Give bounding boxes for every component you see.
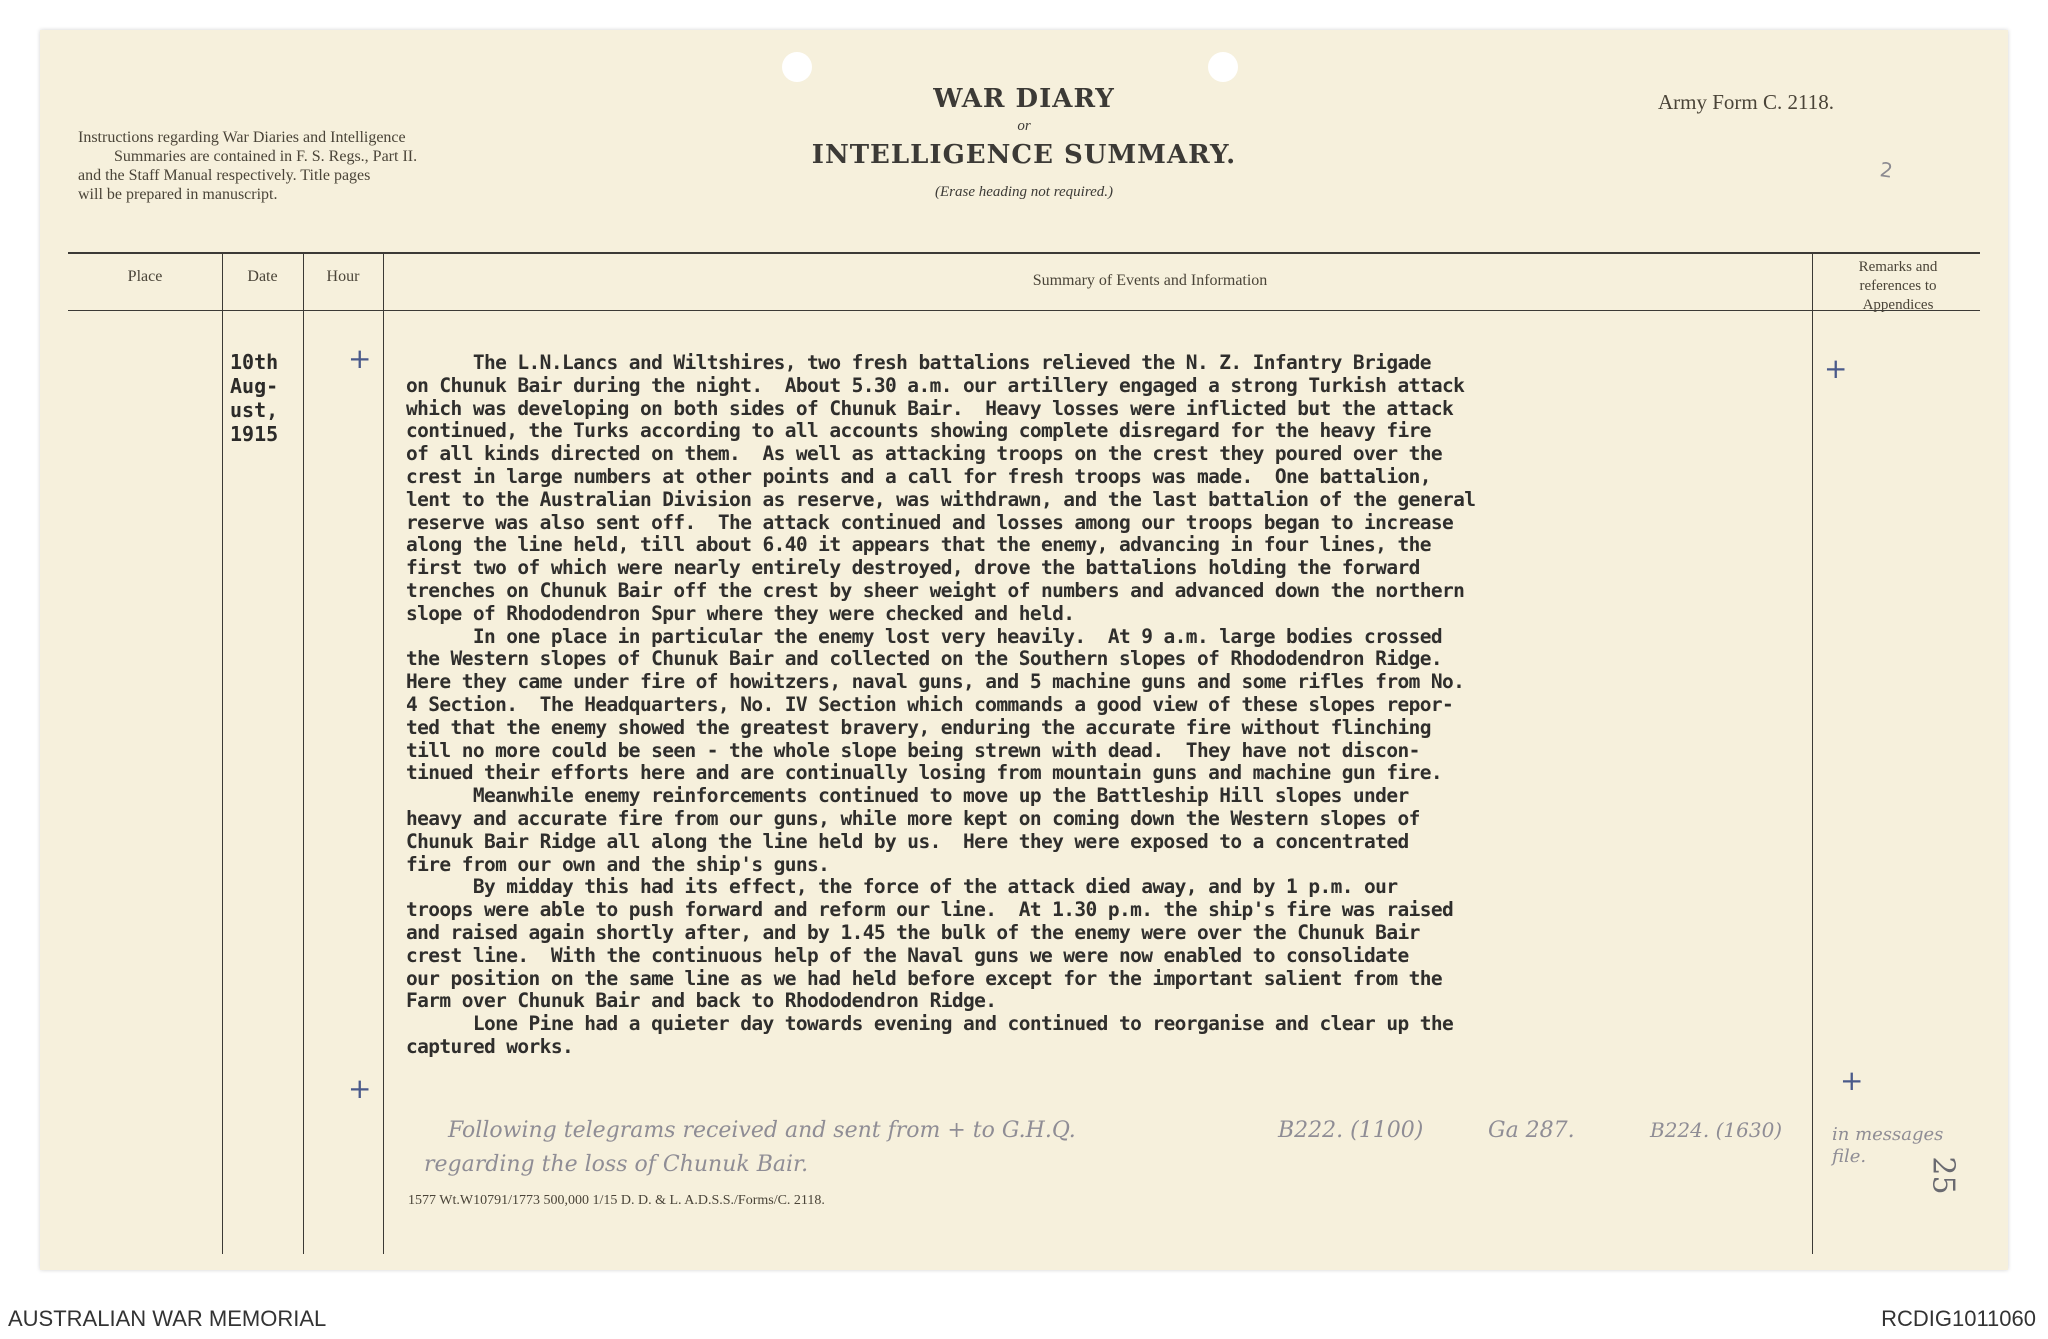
army-form-label: Army Form C. 2118. [1658,90,1834,114]
summary-line: reserve was also sent off. The attack continued and losses among our troops began to increase [406,510,1454,534]
header-summary: Summary of Events and Information [1032,272,1268,289]
summary-line: Lone Pine had a quieter day towards evening and continued to reorganise and clear up the [406,1012,1454,1036]
summary-line: captured works. [406,1034,574,1058]
summary-line: Here they came under fire of howitzers, naval guns, and 5 machine guns and some rifles from No. [406,670,1465,694]
summary-line: heavy and accurate fire from our guns, while more kept on coming down the Western slopes of [406,806,1420,830]
summary-line: of all kinds directed on them. As well as attacking troops on the crest they poured over the [406,442,1443,466]
summary-line: crest line. With the continuous help of the Naval guns we were now enabled to consolidate [406,943,1409,967]
handwritten-telegram-note-2: regarding the loss of Chunuk Bair. [424,1152,809,1177]
summary-line: lent to the Australian Division as reserve, was withdrawn, and the last battalion of the general [406,487,1476,511]
summary-line: By midday this had its effect, the force of the attack died away, and by 1 p.m. our [406,875,1398,899]
summary-line: 4 Section. The Headquarters, No. IV Section which commands a good view of these slopes repor- [406,692,1454,716]
summary-line: trenches on Chunuk Bair off the crest by sheer weight of numbers and advanced down the northern [406,578,1465,602]
col-divider-place [222,254,223,1254]
summary-line: till no more could be seen - the whole slope being strewn with dead. They have not discon- [406,738,1420,762]
summary-line: fire from our own and the ship's guns. [406,852,830,876]
pencil-mark: 2 [1878,157,1895,183]
header-place: Place [127,268,163,285]
summary-line: Farm over Chunuk Bair and back to Rhododendron Ridge. [406,989,997,1013]
summary-text [406,352,1906,1059]
cross-mark-hour-bottom: + [348,1072,372,1105]
summary-line: crest in large numbers at other points and a call for fresh troops was made. One battalion, [406,464,1431,488]
handwritten-ref-1: B222. (1100) [1278,1118,1424,1143]
summary-line: ted that the enemy showed the greatest bravery, enduring the accurate fire without flinching [406,715,1431,739]
handwritten-remarks: in messages file. [1832,1124,1944,1167]
table-header-rule [68,310,1980,311]
summary-line: slope of Rhododendron Spur where they were checked and held. [406,601,1075,625]
header-date: Date [247,268,278,285]
cross-mark-hour-top: + [348,342,372,375]
summary-line: continued, the Turks according to all accounts showing complete disregard for the heavy fire [406,419,1431,443]
summary-line: tinued their efforts here and are continually losing from mountain guns and machine gun fire. [406,761,1443,785]
summary-line: Chunuk Bair Ridge all along the line held by us. Here they were exposed to a concentrated [406,829,1409,853]
handwritten-ref-2: Ga 287. [1488,1118,1575,1143]
title-or: or [1017,118,1031,134]
entry-date: 10th Aug- ust, 1915 [230,350,279,446]
punch-hole-left [782,52,812,82]
summary-line: first two of which were nearly entirely destroyed, drove the battalions holding the forward [406,556,1420,580]
title-intelligence-summary: INTELLIGENCE SUMMARY. [811,140,1237,170]
caption-record-id: RCDIG1011060 [1881,1306,2036,1331]
cross-mark-remarks-bottom: + [1840,1064,1864,1097]
summary-line: In one place in particular the enemy lost very heavily. At 9 a.m. large bodies crossed [406,624,1443,648]
instructions-text: Instructions regarding War Diaries and Intelligence Summaries are contained in F. S. Regs., Part II. and the Staff Manual respectively. Title pages will be prepared in manuscript. [78,129,418,203]
summary-line: troops were able to push forward and reform our line. At 1.30 p.m. the ship's fire was raised [406,898,1454,922]
col-divider-hour [383,254,384,1254]
cross-mark-remarks-top: + [1824,352,1848,385]
header-remarks: Remarks and references to Appendices [1858,259,1938,313]
handwritten-telegram-note: Following telegrams received and sent from + to G.H.Q. [448,1118,1076,1143]
summary-line: which was developing on both sides of Chunuk Bair. Heavy losses were inflicted but the attack [406,396,1454,420]
summary-line: along the line held, till about 6.40 it appears that the enemy, advancing in four lines, the [406,533,1431,557]
print-line: 1577 Wt.W10791/1773 500,000 1/15 D. D. & L. A.D.S.S./Forms/C. 2118. [408,1193,825,1208]
summary-line: The L.N.Lancs and Wiltshires, two fresh battalions relieved the N. Z. Infantry Brigade [406,351,1431,374]
handwritten-ref-3: B224. (1630) [1650,1118,1783,1142]
punch-hole-right [1208,52,1238,82]
page-number: 25 [1925,1156,1961,1195]
summary-line: our position on the same line as we had held before except for the important salient from the [406,966,1443,990]
summary-line: and raised again shortly after, and by 1.45 the bulk of the enemy were over the Chunuk Bair [406,920,1420,944]
summary-line: on Chunuk Bair during the night. About 5.30 a.m. our artillery engaged a strong Turkish attack [406,373,1465,397]
caption-archive-name: AUSTRALIAN WAR MEMORIAL [8,1306,327,1331]
header-hour: Hour [326,268,360,285]
title-erase-note: (Erase heading not required.) [934,184,1114,200]
table-top-rule [68,252,1980,254]
summary-line: the Western slopes of Chunuk Bair and collected on the Southern slopes of Rhododendron Ridge. [406,647,1443,671]
summary-line: Meanwhile enemy reinforcements continued to move up the Battleship Hill slopes under [406,784,1409,808]
title-war-diary: WAR DIARY [933,84,1115,114]
